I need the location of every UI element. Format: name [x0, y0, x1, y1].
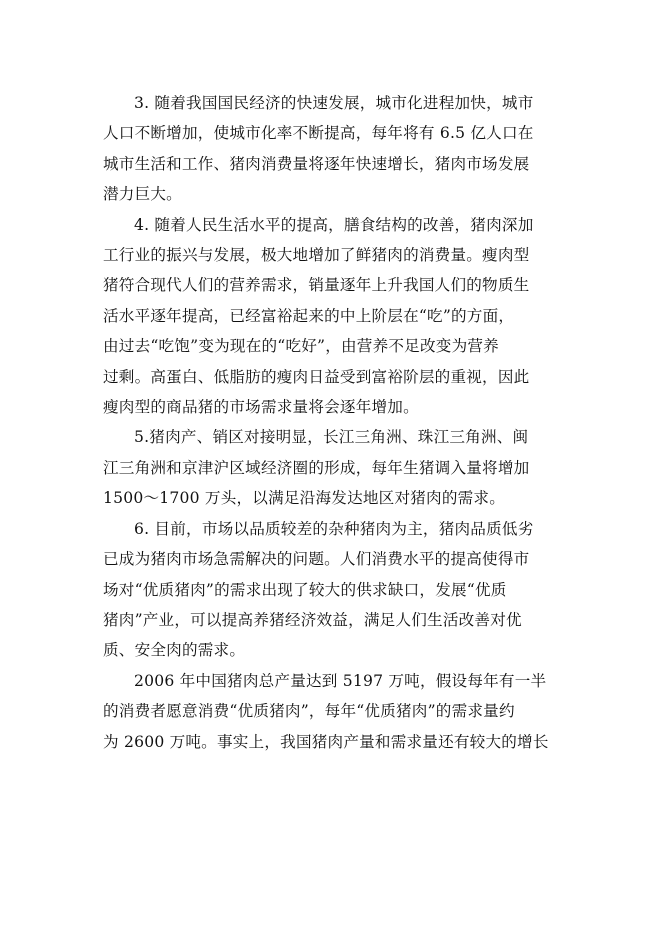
paragraph-2006-estimate — [103, 666, 573, 757]
paragraph-line: 场对“优质猪肉”的需求出现了较大的供求缺口，发展“优质 — [103, 580, 507, 599]
paragraph-line: 质、安全肉的需求。 — [103, 641, 246, 660]
paragraph-line: 为 2600 万吨。事实上，我国猪肉产量和需求量还有较大的增长 — [103, 732, 549, 751]
paragraph-line: 人口不断增加，使城市化率不断提高，每年将有 6.5 亿人口在 — [103, 124, 534, 143]
paragraph-line: 潜力巨大。 — [103, 185, 182, 204]
paragraph-line: 由过去“吃饱”变为现在的“吃好”，由营养不足改变为营养 — [103, 337, 499, 356]
paragraph-3 — [103, 88, 573, 210]
paragraph-line: 1500～1700 万头，以满足沿海发达地区对猪肉的需求。 — [103, 489, 506, 508]
paragraph-line: 4. 随着人民生活水平的提高，膳食结构的改善，猪肉深加 — [134, 215, 534, 234]
paragraph-line: 猪肉”产业，可以提高养猪经济效益，满足人们生活改善对优 — [103, 610, 522, 629]
paragraph-line: 2006 年中国猪肉总产量达到 5197 万吨，假设每年有一半 — [134, 671, 547, 690]
document-body — [103, 88, 573, 757]
paragraph-line: 城市生活和工作、猪肉消费量将逐年快速增长，猪肉市场发展 — [103, 154, 530, 173]
paragraph-line: 江三角洲和京津沪区域经济圈的形成，每年生猪调入量将增加 — [103, 458, 530, 477]
paragraph-line: 猪符合现代人们的营养需求，销量逐年上升我国人们的物质生 — [103, 276, 530, 295]
paragraph-line: 工行业的振兴与发展，极大地增加了鲜猪肉的消费量。瘦肉型 — [103, 246, 530, 265]
paragraph-line: 的消费者愿意消费“优质猪肉”，每年“优质猪肉”的需求量约 — [103, 702, 515, 721]
paragraph-5 — [103, 422, 573, 513]
paragraph-line: 3. 随着我国国民经济的快速发展，城市化进程加快，城市 — [134, 94, 534, 112]
paragraph-line: 过剩。高蛋白、低脂肪的瘦肉日益受到富裕阶层的重视，因此 — [103, 367, 530, 386]
paragraph-line: 瘦肉型的商品猪的市场需求量将会逐年增加。 — [103, 398, 419, 417]
paragraph-6 — [103, 514, 573, 666]
paragraph-4 — [103, 210, 573, 423]
paragraph-line: 5.猪肉产、销区对接明显，长江三角洲、珠江三角洲、闽 — [134, 428, 529, 447]
paragraph-line: 6. 目前，市场以品质较差的杂种猪肉为主，猪肉品质低劣 — [134, 519, 534, 538]
paragraph-line: 已成为猪肉市场急需解决的问题。人们消费水平的提高使得市 — [103, 550, 530, 569]
paragraph-line: 活水平逐年提高，已经富裕起来的中上阶层在“吃”的方面， — [103, 306, 515, 325]
